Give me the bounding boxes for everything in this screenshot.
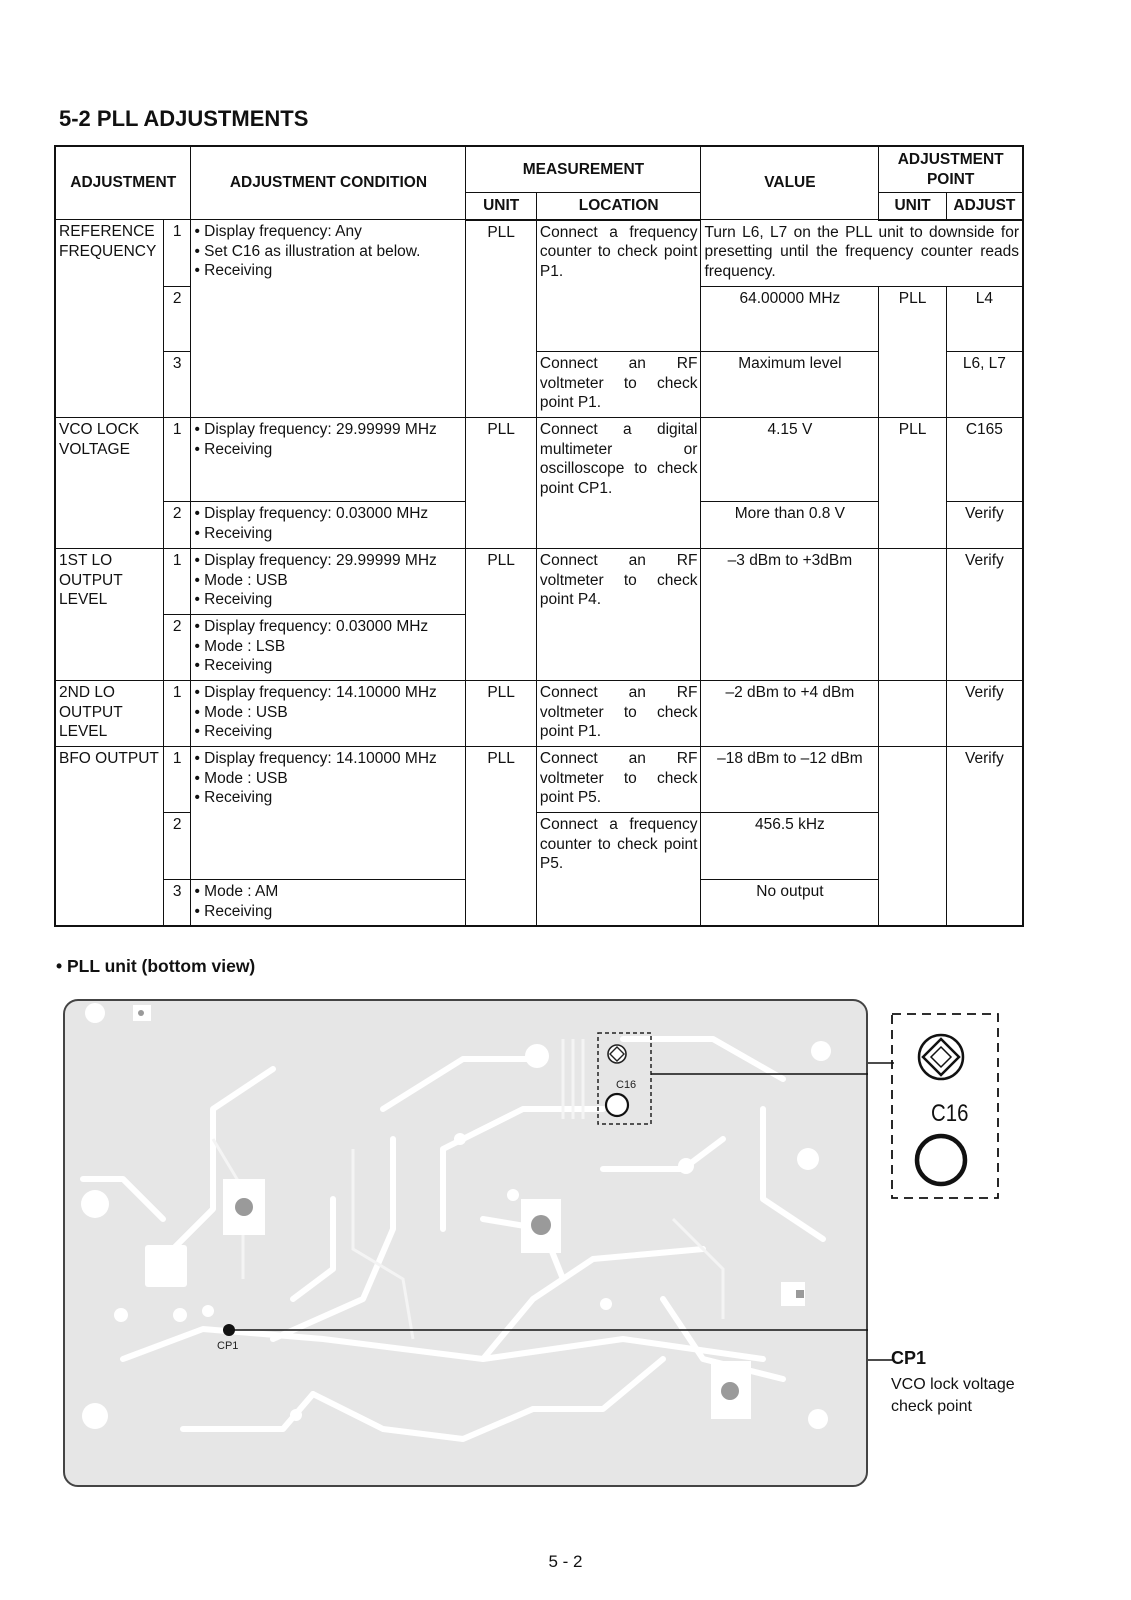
step-number: 2 <box>163 615 191 681</box>
condition-line: • Mode : USB <box>194 769 288 787</box>
ap-unit: PLL <box>879 287 946 418</box>
value-cell: 64.00000 MHz <box>701 287 879 352</box>
condition-line: • Receiving <box>194 440 273 458</box>
location-cell: Connect an RF voltmeter to check point P1. <box>536 681 701 747</box>
condition-line: • Mode : LSB <box>194 637 286 655</box>
adj-name-vco: VCO LOCK VOLTAGE <box>55 418 163 549</box>
adjust-cell: Verify <box>946 549 1023 681</box>
step-number: 1 <box>163 549 191 615</box>
meas-unit: PLL <box>466 747 537 926</box>
c16-trimmer-large-icon <box>919 1035 963 1079</box>
condition-line: • Mode : USB <box>194 571 288 589</box>
condition-line: • Display frequency: 14.10000 MHz <box>194 684 437 701</box>
adjust-cell: L4 <box>946 287 1023 352</box>
adjust-cell: Verify <box>946 681 1023 747</box>
meas-unit: PLL <box>466 681 537 747</box>
header-location: LOCATION <box>536 193 701 220</box>
adj-name-reference: REFERENCE FREQUENCY <box>55 220 163 418</box>
header-ap-adjust: ADJUST <box>946 193 1023 220</box>
condition-cell <box>191 880 466 926</box>
ap-unit <box>879 747 946 926</box>
step-number: 1 <box>163 418 191 502</box>
cp1-small-label: CP1 <box>217 1340 239 1352</box>
value-cell: Maximum level <box>701 352 879 418</box>
step-number: 2 <box>163 287 191 352</box>
condition-line: • Display frequency: 0.03000 MHz <box>194 618 429 635</box>
location-cell: Connect an RF voltmeter to check point P4. <box>536 549 701 681</box>
pll-adjustment-table <box>54 145 1024 927</box>
value-cell: No output <box>701 880 879 926</box>
cp1-title: CP1 <box>891 1348 927 1368</box>
location-cell: Connect a frequency counter to check point P1. <box>536 220 701 352</box>
condition-cell <box>191 681 466 747</box>
page-title: 5-2 PLL ADJUSTMENTS <box>59 106 309 131</box>
location-cell: Connect an RF voltmeter to check point P5. <box>536 747 701 813</box>
pll-unit-board-illustration <box>63 999 868 1487</box>
header-adjustment: ADJUSTMENT <box>55 146 191 220</box>
location-cell: Connect a frequency counter to check point P5. <box>536 813 701 926</box>
condition-line: • Receiving <box>194 591 273 608</box>
header-ap-unit: UNIT <box>879 193 946 220</box>
header-value: VALUE <box>701 146 879 220</box>
ap-unit: PLL <box>879 418 946 549</box>
header-adjustment-point: ADJUSTMENT POINT <box>879 146 1023 193</box>
condition-line: • Receiving <box>194 524 273 542</box>
condition-line: • Display frequency: Any <box>194 223 362 240</box>
header-condition: ADJUSTMENT CONDITION <box>191 146 466 220</box>
page-number: 5 - 2 <box>548 1552 583 1571</box>
value-cell: –3 dBm to +3dBm <box>701 549 879 681</box>
step-number: 1 <box>163 747 191 813</box>
condition-line: • Receiving <box>194 262 273 279</box>
value-cell: –18 dBm to –12 dBm <box>701 747 879 813</box>
condition-cell <box>191 615 466 681</box>
value-cell: More than 0.8 V <box>701 502 879 549</box>
header-measurement: MEASUREMENT <box>466 146 701 193</box>
figure-caption: • PLL unit (bottom view) <box>56 956 256 976</box>
condition-line: • Set C16 as illustration at below. <box>194 242 421 260</box>
location-cell: Connect an RF voltmeter to check point P1. <box>536 352 701 418</box>
adjust-cell: Verify <box>946 502 1023 549</box>
condition-line: • Display frequency: 0.03000 MHz <box>194 505 429 522</box>
c16-small-label: C16 <box>616 1079 637 1091</box>
header-meas-unit: UNIT <box>466 193 537 220</box>
condition-line: • Receiving <box>194 902 273 920</box>
condition-line: • Display frequency: 29.99999 MHz <box>194 421 437 438</box>
condition-cell <box>191 747 466 880</box>
adjust-cell: C165 <box>946 418 1023 502</box>
step-number: 2 <box>163 813 191 880</box>
value-cell: –2 dBm to +4 dBm <box>701 681 879 747</box>
step-number: 3 <box>163 880 191 926</box>
c16-contact-icon <box>606 1094 628 1116</box>
condition-line: • Mode : AM <box>194 883 279 900</box>
condition-cell <box>191 549 466 615</box>
condition-line: • Receiving <box>194 723 273 740</box>
c16-contact-large-icon <box>917 1136 965 1184</box>
meas-unit: PLL <box>466 220 537 418</box>
condition-cell <box>191 502 466 549</box>
adj-name-1st-lo: 1ST LO OUTPUT LEVEL <box>55 549 163 681</box>
step-number: 2 <box>163 502 191 549</box>
value-cell: 456.5 kHz <box>701 813 879 880</box>
condition-line: • Receiving <box>194 657 273 674</box>
c16-large-label: C16 <box>931 1100 969 1127</box>
condition-line: • Mode : USB <box>194 703 288 721</box>
step-number: 3 <box>163 352 191 418</box>
condition-line: • Display frequency: 29.99999 MHz <box>194 552 437 569</box>
adjust-cell: L6, L7 <box>946 352 1023 418</box>
condition-cell <box>191 220 466 418</box>
value-cell: Turn L6, L7 on the PLL unit to downside for presetting until the frequency counter reads frequency. <box>701 220 1023 287</box>
adjust-cell: Verify <box>946 747 1023 926</box>
value-cell: 4.15 V <box>701 418 879 502</box>
adj-name-bfo: BFO OUTPUT <box>55 747 163 926</box>
c16-trimmer-small-icon <box>608 1045 626 1063</box>
ap-unit <box>879 681 946 747</box>
step-number: 1 <box>163 681 191 747</box>
location-cell: Connect a digital multimeter or oscilloscope to check point CP1. <box>536 418 701 549</box>
condition-line: • Display frequency: 14.10000 MHz <box>194 750 437 767</box>
condition-line: • Receiving <box>194 789 273 806</box>
condition-cell <box>191 418 466 502</box>
meas-unit: PLL <box>466 418 537 549</box>
ap-unit <box>879 549 946 681</box>
adj-name-2nd-lo: 2ND LO OUTPUT LEVEL <box>55 681 163 747</box>
step-number: 1 <box>163 220 191 287</box>
meas-unit: PLL <box>466 549 537 681</box>
cp1-description: VCO lock voltage check point <box>891 1376 1015 1415</box>
